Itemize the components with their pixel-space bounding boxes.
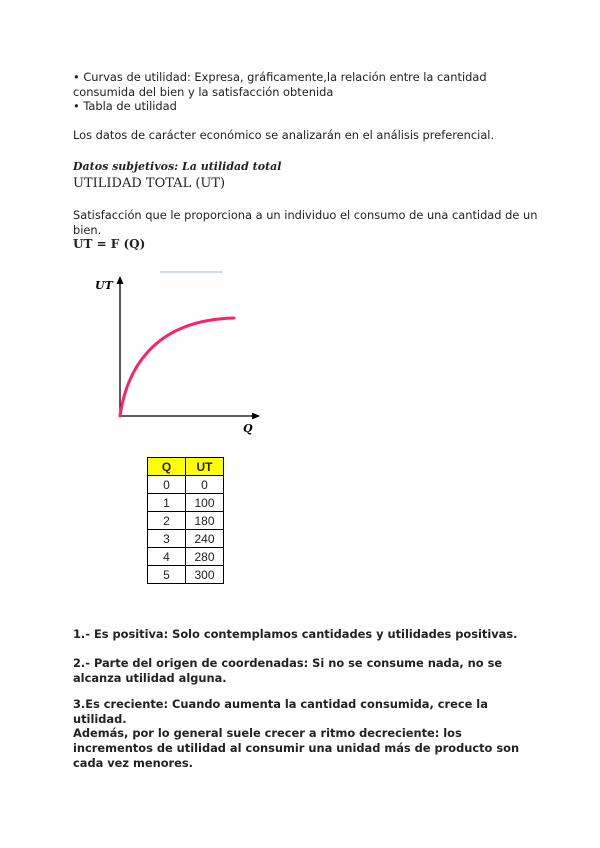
ut-curve-line (120, 318, 234, 416)
utility-graph (90, 262, 270, 437)
utility-curve-chart (90, 262, 270, 437)
header-ut: UT (186, 458, 224, 476)
table-row (148, 548, 224, 566)
property-decreasing-rate: Además, por lo general suele crecer a ritmo decreciente: los incrementos de utilidad al consumir una unidad más de producto son cada vez menores. (73, 726, 520, 770)
bullet-tabla: • Tabla de utilidad (73, 99, 177, 113)
cell-ut: 180 (186, 512, 224, 530)
cell-q: 1 (148, 494, 186, 512)
intro-text: Los datos de carácter económico se analizarán en el análisis preferencial. (73, 128, 495, 142)
cell-q: 4 (148, 548, 186, 566)
formula: UT = F (Q) (73, 237, 146, 251)
bullet-curvas: • Curvas de utilidad: Expresa, gráficamente,la relación entre la cantidad consumida del bien y la satisfacción obtenida (73, 70, 487, 99)
cell-ut: 0 (186, 476, 224, 494)
cell-ut: 280 (186, 548, 224, 566)
cell-q: 3 (148, 530, 186, 548)
table-row (148, 566, 224, 584)
subjective-heading: Datos subjetivos: La utilidad total (73, 160, 282, 173)
cell-ut: 240 (186, 530, 224, 548)
cell-q: 0 (148, 476, 186, 494)
y-axis-arrow (117, 276, 124, 284)
cell-ut: 100 (186, 494, 224, 512)
property-origin: 2.- Parte del origen de coordenadas: Si no se consume nada, no se alcanza utilidad alguna. (73, 656, 503, 685)
cell-ut: 300 (186, 566, 224, 584)
y-axis-label: UT (95, 279, 113, 292)
cell-q: 5 (148, 566, 186, 584)
x-axis-arrow (252, 413, 260, 420)
header-q: Q (148, 458, 186, 476)
cell-q: 2 (148, 512, 186, 530)
table-row (148, 494, 224, 512)
x-axis-label: Q (243, 422, 253, 435)
table-row (148, 512, 224, 530)
definition-text: Satisfacción que le proporciona a un individuo el consumo de una cantidad de un bien. (73, 208, 538, 237)
property-increasing: 3.Es creciente: Cuando aumenta la cantidad consumida, crece la utilidad. (73, 697, 488, 726)
table-row (148, 476, 224, 494)
utility-table (147, 457, 224, 584)
table-header-row (148, 458, 224, 476)
ut-title: UTILIDAD TOTAL (UT) (73, 176, 226, 191)
property-positive: 1.- Es positiva: Solo contemplamos cantidades y utilidades positivas. (73, 627, 518, 641)
table-row (148, 530, 224, 548)
